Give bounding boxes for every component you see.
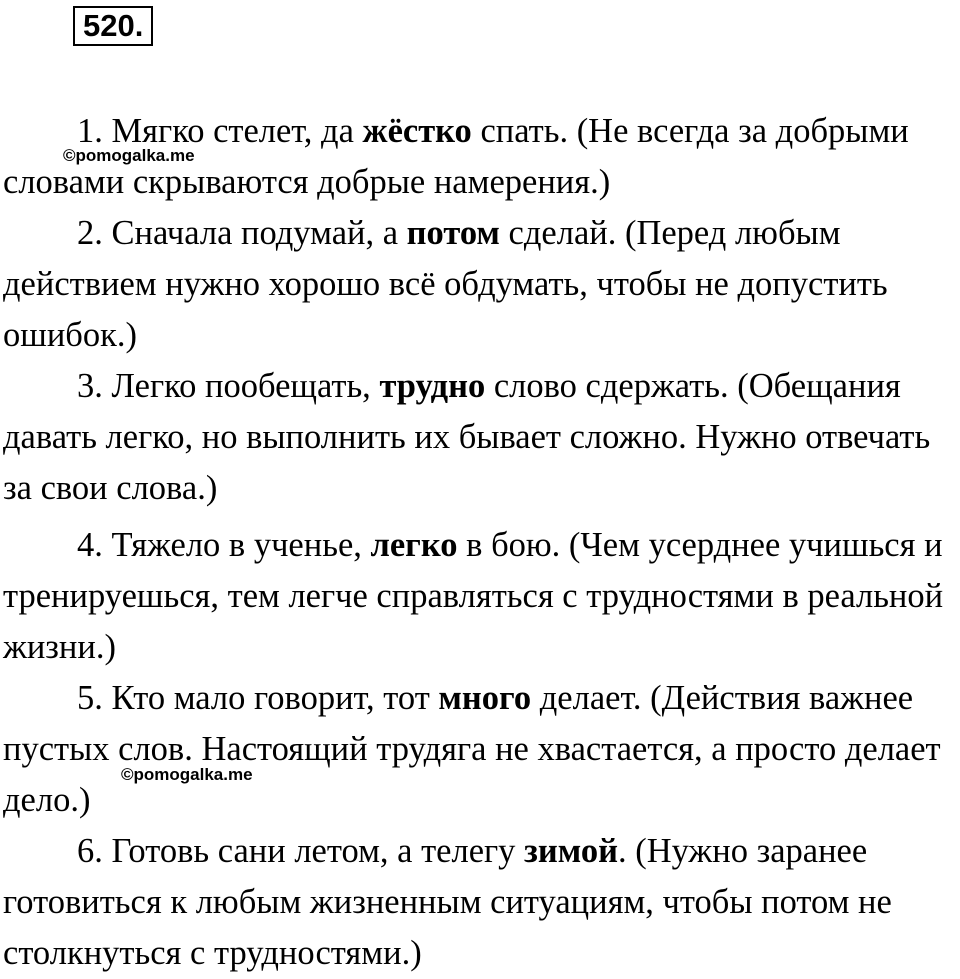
proverb-1-rest: спать. (Не всегда за добрыми словами скрываются добрые намерения.) <box>3 112 909 201</box>
proverb-item-2 <box>3 208 960 361</box>
proverb-6-rest: . (Нужно заранее готовиться к любым жизненным ситуациям, чтобы потом не столкнуться с трудностями.) <box>3 832 892 972</box>
proverb-2-rest: сделай. (Перед любым действием нужно хорошо всё обдумать, чтобы не допустить ошибок.) <box>3 214 888 354</box>
task-number-box <box>73 6 153 46</box>
proverb-item-5 <box>3 673 960 826</box>
proverb-3-keyword: трудно <box>379 367 486 405</box>
proverb-1-start: 1. Мягко стелет, да <box>77 112 363 150</box>
proverb-item-4 <box>3 520 960 673</box>
proverb-1-keyword: жёстко <box>362 112 472 150</box>
proverb-item-3 <box>3 361 960 514</box>
watermark-bottom: ©pomogalka.me <box>121 765 253 784</box>
proverb-3-rest: слово сдержать. (Обещания давать легко, но выполнить их бывает сложно. Нужно отвечать за свои слова.) <box>3 367 931 507</box>
proverb-4-rest: в бою. (Чем усерднее учишься и тренируешься, тем легче справляться с трудностями в реальной жизни.) <box>3 526 944 666</box>
proverb-5-rest: делает. (Действия важнее пустых слов. Настоящий трудяга не хвастается, а просто делает дело.) <box>3 679 941 819</box>
proverb-5-start: 5. Кто мало говорит, тот <box>77 679 439 717</box>
watermark-top: ©pomogalka.me <box>63 146 195 165</box>
proverb-6-keyword: зимой <box>524 832 618 870</box>
proverb-6-start: 6. Готовь сани летом, а телегу <box>77 832 525 870</box>
proverb-4-keyword: легко <box>370 526 458 564</box>
proverb-3-start: 3. Легко пообещать, <box>77 367 380 405</box>
proverb-5-keyword: много <box>438 679 532 717</box>
proverbs-text <box>3 106 960 979</box>
proverb-2-keyword: потом <box>406 214 500 252</box>
proverb-2-start: 2. Сначала подумай, а <box>77 214 407 252</box>
proverb-4-start: 4. Тяжело в ученье, <box>77 526 371 564</box>
proverb-item-6 <box>3 826 960 979</box>
task-number: 520. <box>83 8 144 43</box>
